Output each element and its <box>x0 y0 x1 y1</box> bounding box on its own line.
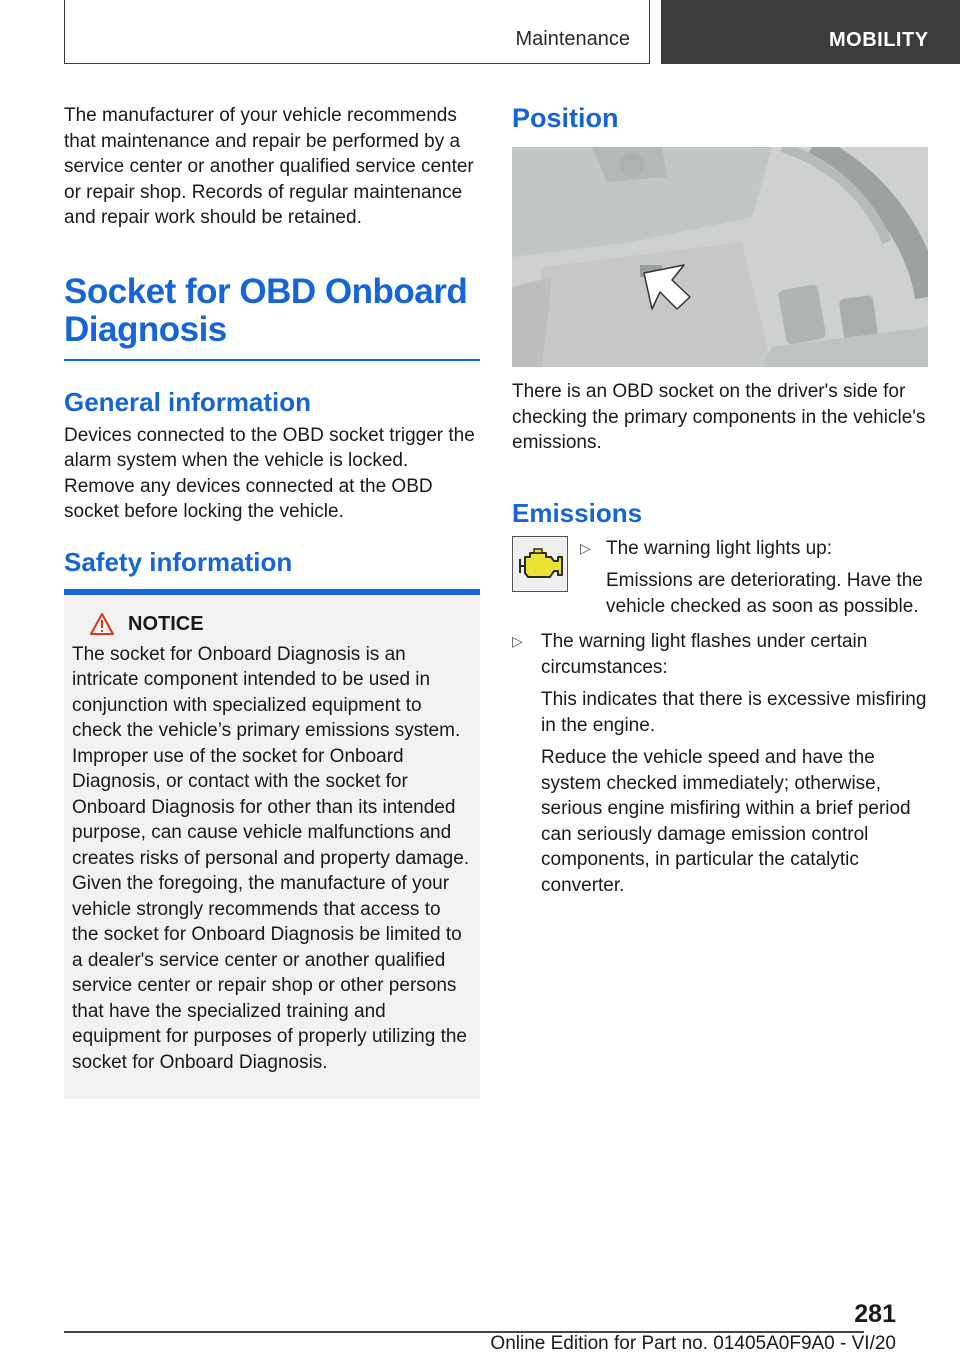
right-column <box>512 103 928 898</box>
footer-edition-text: Online Edition for Part no. 01405A0F9A0 - VI/20 <box>490 1333 896 1354</box>
page-title-line-1: Socket for OBD Onboard <box>64 271 468 311</box>
notice-header <box>90 613 472 636</box>
left-column <box>64 103 480 1099</box>
bullet-triangle-icon: ▷ <box>512 633 523 649</box>
bullet-triangle-icon: ▷ <box>580 539 591 556</box>
emissions-item-2 <box>512 629 928 898</box>
safety-information-heading: Safety information <box>64 546 293 577</box>
page-number: 281 <box>854 1300 896 1328</box>
emissions-item-1-title: The warning light lights up: <box>606 537 833 559</box>
dashboard-illustration <box>512 147 928 367</box>
page-title-line-2: Diagnosis <box>64 309 227 349</box>
emissions-item-2-text-1: This indicates that there is excessive misfiring in the engine. <box>541 689 927 736</box>
engine-warning-light-box <box>512 536 568 592</box>
general-information-text: Devices connected to the OBD socket trigger the alarm system when the vehicle is locked. Remove any devices connected at the OBD socket before locking the vehicle. <box>64 424 475 522</box>
check-engine-icon <box>516 547 564 581</box>
emissions-item-1 <box>512 536 928 620</box>
notice-box <box>64 595 480 1100</box>
position-heading: Position <box>512 103 619 133</box>
notice-text: The socket for Onboard Diagnosis is an intricate component intended to be used in conjunction with specialized equipment to check the vehicle’s primary emissions system. Improper use of the socket for Onboard Diagnosis, or contact with the socket for Onboard Diagnosis for other than its intended purpose, can cause vehicle malfunctions and creates risks of personal and property damage. Given the foregoing, the manufacture of your vehicle strongly recommends that access to the socket for Onboard Diagnosis be limited to a dealer's service center or another qualified service center or repair shop or other persons that have the specialized training and equipment for purposes of properly utilizing the socket for Onboard Diagnosis. <box>72 643 470 1073</box>
position-text: There is an OBD socket on the driver's side for checking the primary components in the vehicle's emissions. <box>512 381 926 453</box>
notice-label: NOTICE <box>128 612 204 635</box>
general-information-heading: General information <box>64 386 312 417</box>
emissions-item-2-title: The warning light flashes under certain circumstances: <box>541 631 868 678</box>
page-title <box>64 273 480 349</box>
emissions-heading: Emissions <box>512 497 643 528</box>
emissions-item-2-text-2: Reduce the vehicle speed and have the system checked immediately; otherwise, serious engine misfiring within a brief period can seriously damage emission control components, in particular the catalytic converter. <box>541 747 911 896</box>
intro-paragraph: The manufacturer of your vehicle recommends that maintenance and repair be performed by a service center or another qualified service center or repair shop. Records of regular maintenance and repair work should be retained. <box>64 105 474 228</box>
warning-triangle-icon <box>90 613 114 635</box>
header-section-title: Maintenance <box>515 28 630 50</box>
emissions-item-1-text: Emissions are deteriorating. Have the vehicle checked as soon as possible. <box>606 570 923 617</box>
obd-socket-location-image <box>512 147 928 367</box>
header-chapter-tab: MOBILITY <box>661 0 960 64</box>
